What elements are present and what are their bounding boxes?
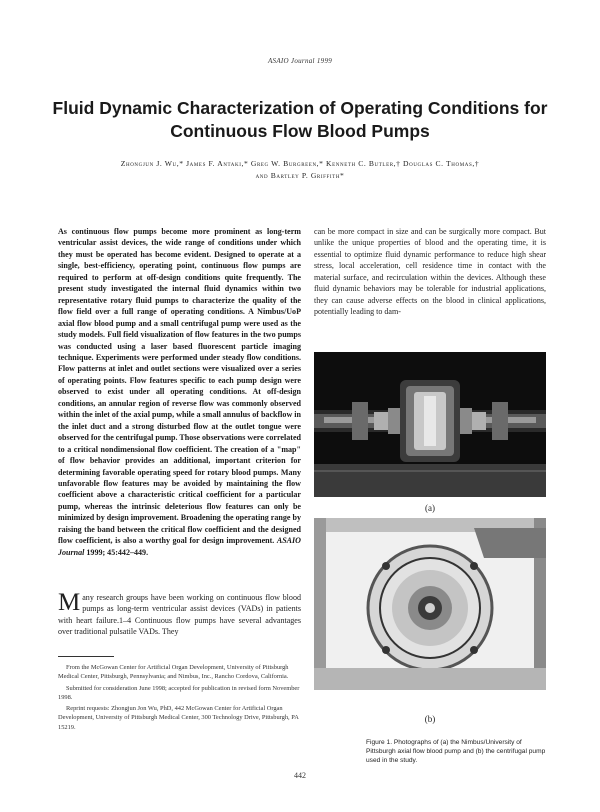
running-header: ASAIO Journal 1999 (267, 57, 333, 65)
abstract-citation-journal: ASAIO Journal (58, 536, 301, 557)
introduction-paragraph (58, 589, 301, 638)
abstract (58, 226, 301, 558)
abstract-citation-rest: 1999; 45:442–449. (84, 547, 149, 557)
footnote-divider (58, 656, 114, 657)
page-number: 442 (294, 771, 306, 780)
figure-photo-centrifugal-pump (314, 518, 546, 690)
centrifugal-pump-illustration (314, 518, 546, 690)
figure-label-a: (a) (425, 503, 435, 513)
right-column-text: can be more compact in size and can be surgically more compact. But unlike the unique properties of blood and the operating time, it is essential to optimize fluid dynamic performance to reduce high shear stress, local acceleration, cell residence time in contact with the material surface, and recirculation within the devices. Although these fluid dynamic behaviors may be tolerable for industrial applications, they can cause adverse effects on the blood in clinical applications, potentially leading to dam- (314, 227, 546, 317)
footnote-affiliation: From the McGowan Center for Artificial Organ Development, University of Pittsburgh Medical Center, Pittsburgh, Pennsylvania; and Nimbus, Inc., Rancho Cordova, California. (58, 664, 289, 681)
figure-photo-axial-pump (314, 352, 546, 497)
footnote-submission: Submitted for consideration June 1998; accepted for publication in revised form November 1998. (58, 684, 300, 701)
article-title (40, 97, 560, 143)
title-line-2: Continuous Flow Blood Pumps (170, 121, 430, 141)
figure-caption: Figure 1. Photographs of (a) the Nimbus/University of Pittsburgh axial flow blood pump and (b) the centrifugal pump used in the study. (366, 739, 546, 764)
axial-pump-illustration (314, 352, 546, 497)
figure-label-b: (b) (424, 714, 436, 724)
footnotes (58, 663, 301, 734)
author-list (70, 158, 530, 182)
introduction-text: any research groups have been working on continuous flow blood pumps as long-term ventricular assist devices (VADs) in patients with heart failure.1–4 Continuous flow pumps have several advantages over traditional pulsatile VADs. They (58, 593, 301, 637)
abstract-body: As continuous flow pumps become more prominent as long-term ventricular assist devices, the wide range of conditions under which they must be operated has become evident. Designed to operate at a single, best-efficiency, operating point, continuous flow pumps are required to perform at off-design conditions quite frequently. The present study investigated the internal fluid dynamics within two representative rotary fluid pumps to characterize the quality of the flow field over a full range of operating conditions. A Nimbus/UoP axial flow blood pump and a small centrifugal pump were used as the study models. Full field visualization of flow features in the two pumps was conducted using a laser based fluorescent particle imaging technique. Experiments were performed under steady flow conditions. Flow patterns at inlet and outlet sections were visualized over a series of operating points. Flow features specific to each pump design were observed to exist under all operating conditions. At off-design conditions, an annular region of reverse flow was commonly observed within the inlet of the axial pump, while a small annulus of backflow in the inlet duct and a strong disturbed flow at the outlet tongue were observed for the centrifugal pump. Those observations were correlated to a critical nondimensional flow coefficient. The creation of a "map" of flow behavior provides an additional, important criterion for determining favorable operating speed for rotary blood pumps. Many unfavorable flow features may be avoided by maintaining the flow coefficient above a characteristic critical coefficient for a particular pump, whereas the intrinsic deleterious flow features can only be minimized by design improvement. Broadening the operating range by raising the band between the critical flow coefficient and the designed flow coefficient, is also a worthy goal for design improvement. (58, 227, 301, 546)
title-line-1: Fluid Dynamic Characterization of Operating Conditions for (52, 98, 548, 118)
footnote-reprint: Reprint requests: Zhongjun Jon Wu, PhD, 442 McGowan Center for Artificial Organ Development, University of Pittsburgh Medical Center, 300 Technology Drive, Pittsburgh, PA 15219. (58, 705, 299, 731)
authors-line-2: and Bartley P. Griffith* (255, 171, 345, 180)
drop-cap: M (58, 589, 81, 616)
authors-line-1: Zhongjun J. Wu,* James F. Antaki,* Greg W. Burgreen,* Kenneth C. Butler,† Douglas C. Thomas,† (120, 159, 480, 168)
